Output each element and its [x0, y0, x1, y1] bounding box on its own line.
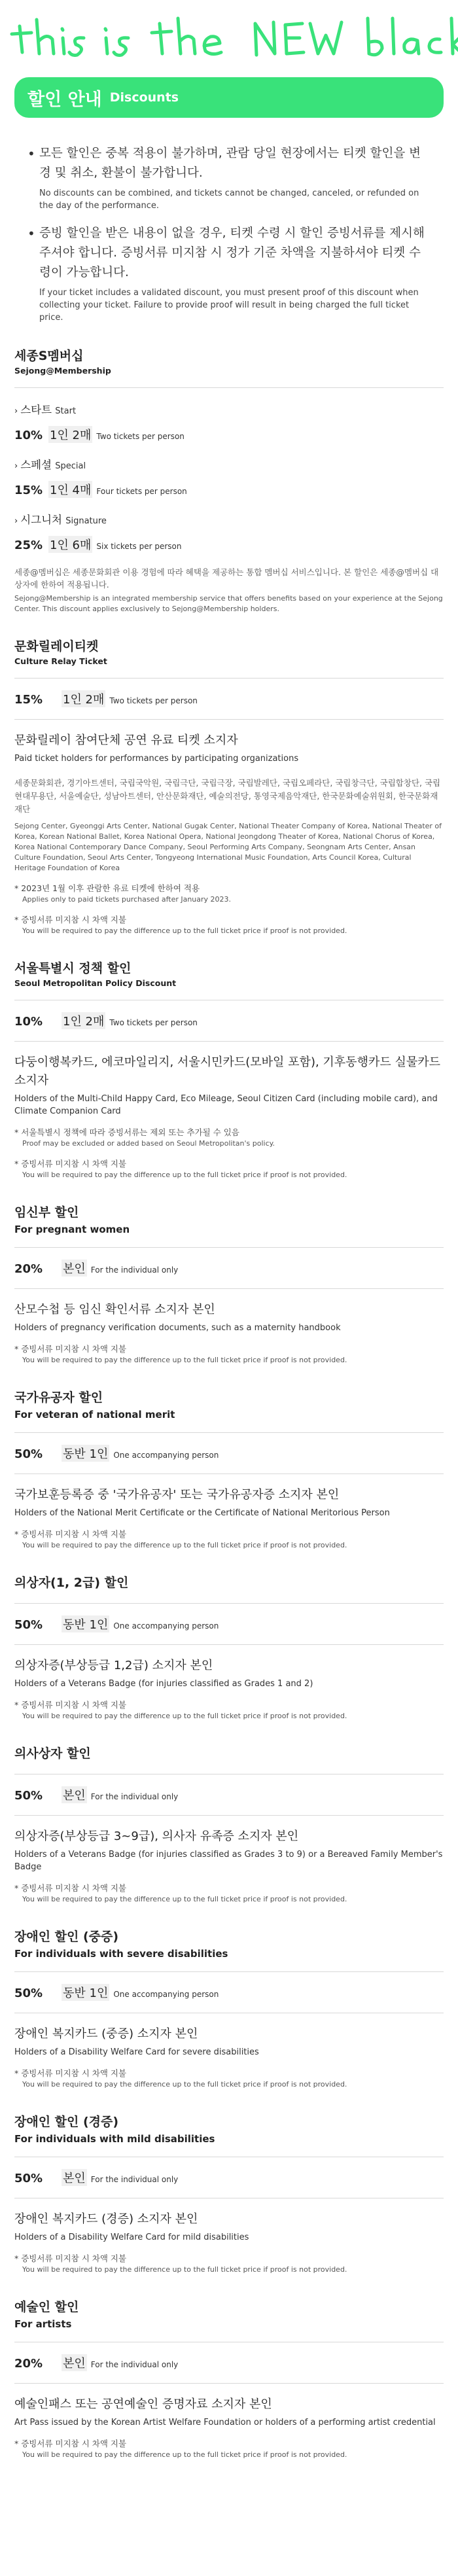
- footnote: [14, 1528, 444, 1551]
- seoul-policy-section: [14, 960, 444, 1180]
- divider: [14, 1432, 444, 1433]
- culture-relay-section: [14, 638, 444, 936]
- eligibility-text-en: Holders of a Disability Welfare Card for mild disabilities: [14, 2232, 249, 2242]
- section-subtitle: For artists: [14, 2318, 72, 2330]
- eligibility: [14, 1657, 444, 1690]
- divider: [14, 1971, 444, 1972]
- eligibility-text: 장애인 복지카드 (중증) 소지자 본인: [14, 2027, 198, 2041]
- page-title-en: Discounts: [109, 90, 179, 105]
- footnote: [14, 1699, 444, 1721]
- divider: [14, 387, 444, 388]
- ticket-limit-en: Four tickets per person: [96, 487, 187, 496]
- membership-tier-start: [14, 401, 444, 443]
- venues-text: 세종문화회관, 경기아트센터, 국립국악원, 국립극단, 국립극장, 국립발레단, 국립오페라단, 국립창극단, 국립합창단, 국립현대무용단, 서울예술단, 성남아트센터, 안산문화재단, 예술의전당, 통영국제음악재단, 한국문화예술위원회, 한국문화재재단: [14, 778, 441, 814]
- ticket-limit: 동반 1인: [62, 1984, 109, 2001]
- discount-rate: 15%: [14, 693, 43, 707]
- eligibility-text: 의상자증(부상등급 3~9급), 의사자 유족증 소지자 본인: [14, 1829, 299, 1843]
- page-title: 할인 안내: [27, 89, 102, 110]
- footnote: [14, 1158, 444, 1180]
- arrow-right-icon: ›: [14, 461, 18, 471]
- footnote-text: * 증빙서류 미지참 시 차액 지불: [14, 1344, 127, 1354]
- section-subtitle: For veteran of national merit: [14, 1409, 175, 1420]
- footnote-text: * 서울특별시 정책에 따라 증빙서류는 제외 또는 추가될 수 있음: [14, 1127, 239, 1137]
- ticket-limit: 동반 1인: [62, 1445, 109, 1462]
- discount-rate: 15%: [14, 484, 43, 497]
- discount-section-artist: [14, 2299, 444, 2460]
- eligibility-text-en: Holders of the National Merit Certificate or the Certificate of National Meritorious Person: [14, 1508, 390, 1518]
- eligibility: [14, 2395, 444, 2429]
- notice-text: 모든 할인은 중복 적용이 불가하며, 관람 당일 현장에서는 티켓 할인을 변경 및 취소, 환불이 불가합니다.: [39, 147, 421, 180]
- eligibility: [14, 1053, 444, 1118]
- discount-rate: 10%: [14, 1015, 43, 1029]
- ticket-limit-en: For the individual only: [90, 1792, 179, 1801]
- ticket-limit-en: For the individual only: [90, 2360, 179, 2369]
- section-title: 세종S멤버십: [14, 349, 84, 363]
- footnote-text: * 증빙서류 미지참 시 차액 지불: [14, 1529, 127, 1539]
- footnote: [14, 914, 444, 936]
- ticket-limit: 본인: [62, 2169, 87, 2186]
- eligibility: [14, 1301, 444, 1334]
- footnote: [14, 1127, 444, 1149]
- tier-name: 스타트: [20, 404, 52, 416]
- membership-note: [14, 566, 444, 614]
- notice-text: 증빙 할인을 받은 내용이 없을 경우, 티켓 수령 시 할인 증빙서류를 제시해주셔야 합니다. 증빙서류 미지참 시 정가 기준 차액을 지불하셔야 티켓 수령이 가능합니다.: [39, 226, 425, 279]
- handwritten-logo: [0, 0, 458, 77]
- ticket-limit-en: One accompanying person: [113, 1451, 219, 1460]
- footnote-text-en: You will be required to pay the difference up to the full ticket price if proof is not provided.: [22, 1895, 347, 1903]
- section-title: 의사상자 할인: [14, 1746, 91, 1761]
- notice-text-en: If your ticket includes a validated discount, you must present proof of this discount when collecting your ticket. Failure to provide proof will result in being charged the full ticket price.: [39, 288, 419, 323]
- footnote-text-en: You will be required to pay the difference up to the full ticket price if proof is not provided.: [22, 2265, 347, 2274]
- footnote-text: * 증빙서류 미지참 시 차액 지불: [14, 2253, 127, 2263]
- eligibility-text-en: Holders of pregnancy verification documents, such as a maternity handbook: [14, 1323, 341, 1333]
- section-title: 서울특별시 정책 할인: [14, 961, 132, 976]
- discount-section-disability_severe: [14, 1928, 444, 2090]
- footnote: [14, 1343, 444, 1366]
- discount-section-wounded: [14, 1745, 444, 1905]
- eligibility-text-en: Art Pass issued by the Korean Artist Welfare Foundation or holders of a performing artist credential: [14, 2418, 436, 2427]
- discount-section-disability_mild: [14, 2113, 444, 2275]
- divider: [14, 1288, 444, 1289]
- notice-item: [27, 224, 432, 324]
- section-title: 장애인 할인 (경증): [14, 2115, 119, 2129]
- arrow-right-icon: ›: [14, 406, 18, 416]
- footnote-text-en: Proof may be excluded or added based on Seoul Metropolitan's policy.: [22, 1139, 275, 1148]
- ticket-limit: 동반 1인: [62, 1615, 109, 1632]
- ticket-limit: 본인: [62, 1786, 87, 1803]
- footnote: [14, 1882, 444, 1905]
- eligibility: [14, 732, 444, 765]
- notice-text-en: No discounts can be combined, and tickets cannot be changed, canceled, or refunded on the day of the performance.: [39, 188, 419, 211]
- membership-tier-signature: [14, 511, 444, 553]
- ticket-limit-en: One accompanying person: [113, 1621, 219, 1631]
- divider: [14, 1603, 444, 1604]
- ticket-limit-en: Six tickets per person: [96, 542, 182, 551]
- notice-list: [14, 118, 444, 324]
- footnote-text-en: You will be required to pay the difference up to the full ticket price if proof is not provided.: [22, 1171, 347, 1179]
- ticket-limit-en: One accompanying person: [113, 1990, 219, 1999]
- section-title: 장애인 할인 (중증): [14, 1930, 119, 1944]
- divider: [14, 1247, 444, 1248]
- discounts-title-bar: [14, 77, 444, 118]
- divider: [14, 1644, 444, 1645]
- eligibility: [14, 2025, 444, 2058]
- discount-list: [14, 1204, 444, 2460]
- ticket-limit: 1인 2매: [62, 690, 105, 707]
- discount-rate: 50%: [14, 1789, 43, 1803]
- footnote: [14, 2438, 444, 2460]
- eligibility-text: 예술인패스 또는 공연예술인 증명자료 소지자 본인: [14, 2397, 272, 2411]
- divider: [14, 719, 444, 720]
- footnote-text-en: Applies only to paid tickets purchased after January 2023.: [22, 895, 232, 904]
- footnote-text: * 증빙서류 미지참 시 차액 지불: [14, 1159, 127, 1169]
- footnote: [14, 2068, 444, 2090]
- tier-name: 시그니처: [20, 514, 62, 526]
- tier-name: 스페셜: [20, 459, 52, 471]
- footnote: [14, 883, 444, 905]
- ticket-limit: 1인 2매: [62, 1012, 105, 1029]
- ticket-limit: 1인 2매: [48, 426, 92, 443]
- section-title: 임신부 할인: [14, 1205, 79, 1220]
- discount-section-wounded12: [14, 1574, 444, 1721]
- eligibility-text: 장애인 복지카드 (경증) 소지자 본인: [14, 2212, 198, 2226]
- eligibility-text-en: Holders of a Disability Welfare Card for severe disabilities: [14, 2047, 259, 2057]
- ticket-limit-en: Two tickets per person: [109, 1018, 198, 1027]
- footnote-text-en: You will be required to pay the difference up to the full ticket price if proof is not provided.: [22, 2450, 347, 2459]
- membership-section: [14, 347, 444, 614]
- participating-venues: [14, 777, 444, 873]
- divider: [14, 678, 444, 679]
- section-title: 의상자(1, 2급) 할인: [14, 1576, 129, 1590]
- eligibility-text: 문화릴레이 참여단체 공연 유료 티켓 소지자: [14, 733, 238, 747]
- section-subtitle: Seoul Metropolitan Policy Discount: [14, 978, 177, 988]
- eligibility-text-en: Holders of a Veterans Badge (for injuries classified as Grades 1 and 2): [14, 1679, 313, 1689]
- footnote-text-en: You will be required to pay the difference up to the full ticket price if proof is not provided.: [22, 1541, 347, 1549]
- tier-name-en: Signature: [65, 516, 107, 526]
- venues-text-en: Sejong Center, Gyeonggi Arts Center, National Gugak Center, National Theater Company of Korea, National Theater of Korea, Korean National Ballet, Korea National Opera, National Jeongdong Theater of Korea, National Chorus of Korea, Korea National Contemporary Dance Company, Seoul Performing Arts Company, Seongnam Arts Center, Ansan Culture Foundation, Seoul Arts Center, Tongyeong International Music Foundation, Arts Council Korea, Cultural Heritage Foundation of Korea: [14, 822, 442, 872]
- discount-section-pregnant: [14, 1204, 444, 1366]
- bullet-icon: •: [27, 226, 35, 241]
- discount-section-merit: [14, 1389, 444, 1551]
- eligibility-text-en: Holders of a Veterans Badge (for injuries classified as Grades 3 to 9) or a Bereaved Family Member's Badge: [14, 1850, 443, 1872]
- footnote-text-en: You will be required to pay the difference up to the full ticket price if proof is not provided.: [22, 2080, 347, 2089]
- discount-rate: 50%: [14, 1986, 43, 2000]
- discount-rate: 50%: [14, 1618, 43, 1632]
- section-subtitle: For individuals with mild disabilities: [14, 2133, 215, 2145]
- footnote-text: * 증빙서류 미지참 시 차액 지불: [14, 1700, 127, 1710]
- eligibility: [14, 2210, 444, 2244]
- discount-rate: 50%: [14, 2172, 43, 2185]
- footnote-text: * 2023년 1월 이후 관람한 유료 티켓에 한하여 적용: [14, 883, 200, 893]
- section-subtitle: Culture Relay Ticket: [14, 656, 107, 666]
- discount-rate: 20%: [14, 2357, 43, 2371]
- section-subtitle: Sejong@Membership: [14, 366, 111, 376]
- footnote-text: * 증빙서류 미지참 시 차액 지불: [14, 1883, 127, 1893]
- note-text: 세종@멤버십은 세종문화회관 이용 경험에 따라 혜택을 제공하는 통합 멤버십 서비스입니다. 본 할인은 세종@멤버십 대상자에 한하여 적용됩니다.: [14, 567, 439, 590]
- ticket-limit-en: Two tickets per person: [109, 696, 198, 705]
- membership-tier-special: [14, 456, 444, 498]
- footnote-text-en: You will be required to pay the difference up to the full ticket price if proof is not provided.: [22, 1356, 347, 1364]
- bullet-icon: •: [27, 146, 35, 162]
- notice-item: [27, 144, 432, 212]
- eligibility-text: 국가보훈등록증 중 '국가유공자' 또는 국가유공자증 소지자 본인: [14, 1488, 340, 1502]
- section-subtitle: For individuals with severe disabilities: [14, 1948, 228, 1960]
- arrow-right-icon: ›: [14, 516, 18, 526]
- section-subtitle: For pregnant women: [14, 1224, 130, 1235]
- discount-rate: 20%: [14, 1262, 43, 1276]
- footnote-text-en: You will be required to pay the difference up to the full ticket price if proof is not provided.: [22, 926, 347, 935]
- eligibility: [14, 1827, 444, 1873]
- tier-name-en: Special: [55, 461, 86, 471]
- ticket-limit: 1인 6매: [48, 536, 92, 553]
- ticket-limit-en: For the individual only: [90, 1265, 179, 1275]
- section-title: 예술인 할인: [14, 2300, 79, 2314]
- footnote-text: * 증빙서류 미지참 시 차액 지불: [14, 2068, 127, 2078]
- footnote-text: * 증빙서류 미지참 시 차액 지불: [14, 915, 127, 925]
- divider: [14, 1041, 444, 1042]
- eligibility-text-en: Paid ticket holders for performances by participating organizations: [14, 754, 299, 764]
- divider: [14, 1473, 444, 1474]
- eligibility-text: 다둥이행복카드, 에코마일리지, 서울시민카드(모바일 포함), 기후동행카드 실물카드 소지자: [14, 1055, 441, 1087]
- note-text-en: Sejong@Membership is an integrated membership service that offers benefits based on your experience at the Sejong Center. This discount applies exclusively to Sejong@Membership holders.: [14, 594, 443, 613]
- section-title: 문화릴레이티켓: [14, 639, 99, 654]
- discount-rate: 10%: [14, 429, 43, 442]
- brand-banner: [0, 0, 458, 77]
- discount-rate: 50%: [14, 1447, 43, 1461]
- ticket-limit-en: For the individual only: [90, 2175, 179, 2184]
- section-title: 국가유공자 할인: [14, 1390, 103, 1405]
- divider: [14, 2383, 444, 2384]
- ticket-limit: 1인 4매: [48, 481, 92, 498]
- eligibility-text: 의상자증(부상등급 1,2급) 소지자 본인: [14, 1659, 213, 1672]
- divider: [14, 1815, 444, 1816]
- ticket-limit-en: Two tickets per person: [96, 432, 185, 441]
- eligibility-text-en: Holders of the Multi-Child Happy Card, Eco Mileage, Seoul Citizen Card (including mobile card), and Climate Companion Card: [14, 1094, 438, 1116]
- discount-rate: 25%: [14, 538, 43, 552]
- eligibility-text: 산모수첩 등 임신 확인서류 소지자 본인: [14, 1303, 215, 1316]
- ticket-limit: 본인: [62, 1260, 87, 1277]
- tier-name-en: Start: [55, 406, 77, 416]
- footnote-text-en: You will be required to pay the difference up to the full ticket price if proof is not provided.: [22, 1712, 347, 1720]
- footnote-text: * 증빙서류 미지참 시 차액 지불: [14, 2439, 127, 2448]
- footnote: [14, 2253, 444, 2275]
- eligibility: [14, 1486, 444, 1519]
- ticket-limit: 본인: [62, 2354, 87, 2371]
